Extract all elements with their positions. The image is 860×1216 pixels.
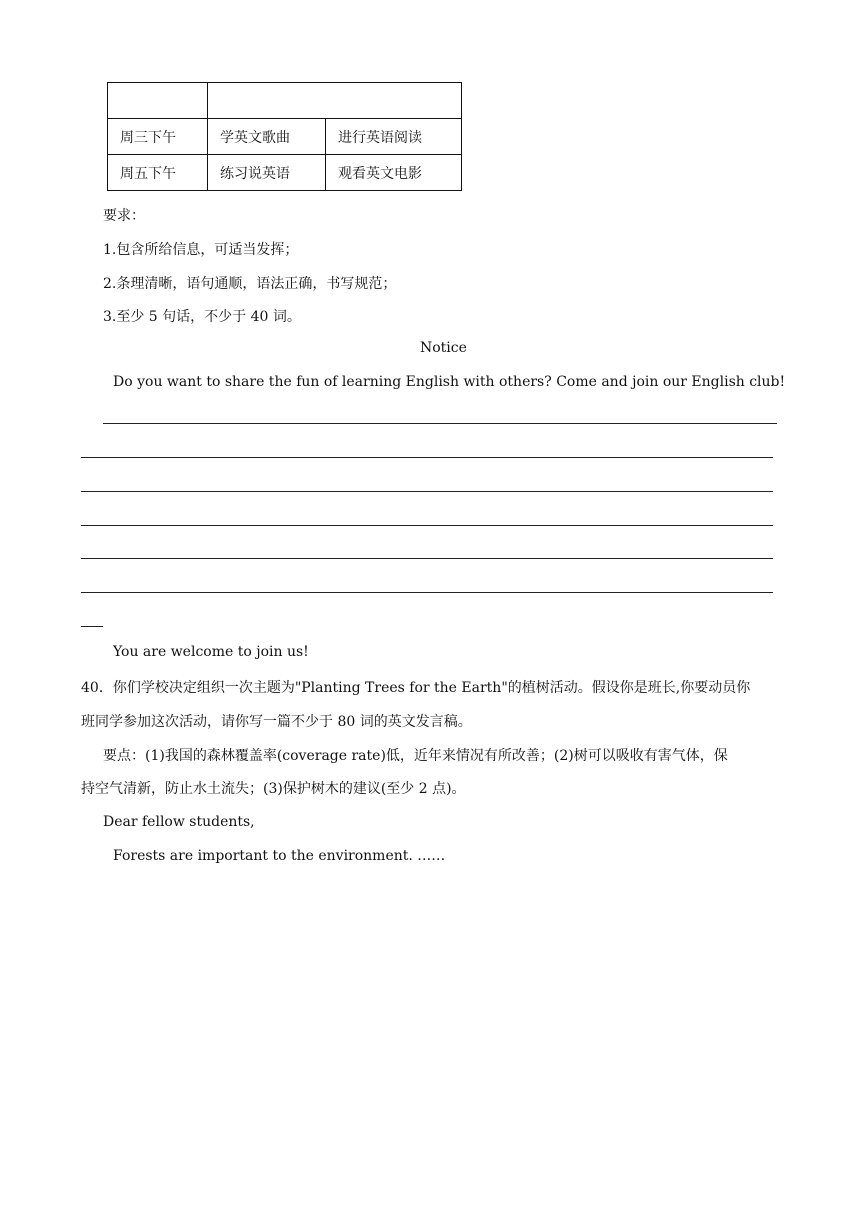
table-row bbox=[108, 155, 462, 191]
writing-line[interactable] bbox=[81, 626, 103, 627]
table-cell bbox=[208, 83, 462, 119]
notice-opening: Do you want to share the fun of learning English with others? Come and join our English club! bbox=[113, 374, 786, 390]
writing-line[interactable] bbox=[81, 457, 773, 458]
table-cell bbox=[108, 83, 208, 119]
writing-line[interactable] bbox=[81, 592, 773, 593]
schedule-table bbox=[107, 82, 462, 191]
table-cell: 周五下午 bbox=[108, 155, 208, 191]
question-40-points-line1: 要点：(1)我国的森林覆盖率(coverage rate)低，近年来情况有所改善；(2)树可以吸收有害气体，保 bbox=[103, 748, 728, 764]
notice-title: Notice bbox=[420, 340, 467, 356]
writing-line[interactable] bbox=[81, 525, 773, 526]
table-cell: 练习说英语 bbox=[208, 155, 326, 191]
salutation: Dear fellow students, bbox=[103, 814, 255, 830]
requirement-item: 3.至少 5 句话，不少于 40 词。 bbox=[103, 309, 301, 325]
question-40-line1: 40．你们学校决定组织一次主题为"Planting Trees for the Earth"的植树活动。假设你是班长,你要动员你 bbox=[81, 680, 751, 696]
writing-line[interactable] bbox=[81, 491, 773, 492]
table-row bbox=[108, 83, 462, 119]
writing-line[interactable] bbox=[81, 558, 773, 559]
requirement-item: 2.条理清晰，语句通顺，语法正确，书写规范； bbox=[103, 276, 397, 292]
table-cell: 周三下午 bbox=[108, 119, 208, 155]
writing-line[interactable] bbox=[103, 423, 777, 424]
table-cell: 学英文歌曲 bbox=[208, 119, 326, 155]
question-40-line2: 班同学参加这次活动，请你写一篇不少于 80 词的英文发言稿。 bbox=[81, 714, 472, 730]
question-40-points-line2: 持空气清新，防止水土流失；(3)保护树木的建议(至少 2 点)。 bbox=[81, 781, 466, 797]
notice-closing: You are welcome to join us! bbox=[113, 644, 309, 660]
table-cell: 观看英文电影 bbox=[326, 155, 462, 191]
essay-start: Forests are important to the environment. …… bbox=[113, 848, 446, 864]
requirement-item: 1.包含所给信息，可适当发挥； bbox=[103, 242, 299, 258]
requirements-heading: 要求： bbox=[103, 208, 145, 224]
table-cell: 进行英语阅读 bbox=[326, 119, 462, 155]
table-row bbox=[108, 119, 462, 155]
